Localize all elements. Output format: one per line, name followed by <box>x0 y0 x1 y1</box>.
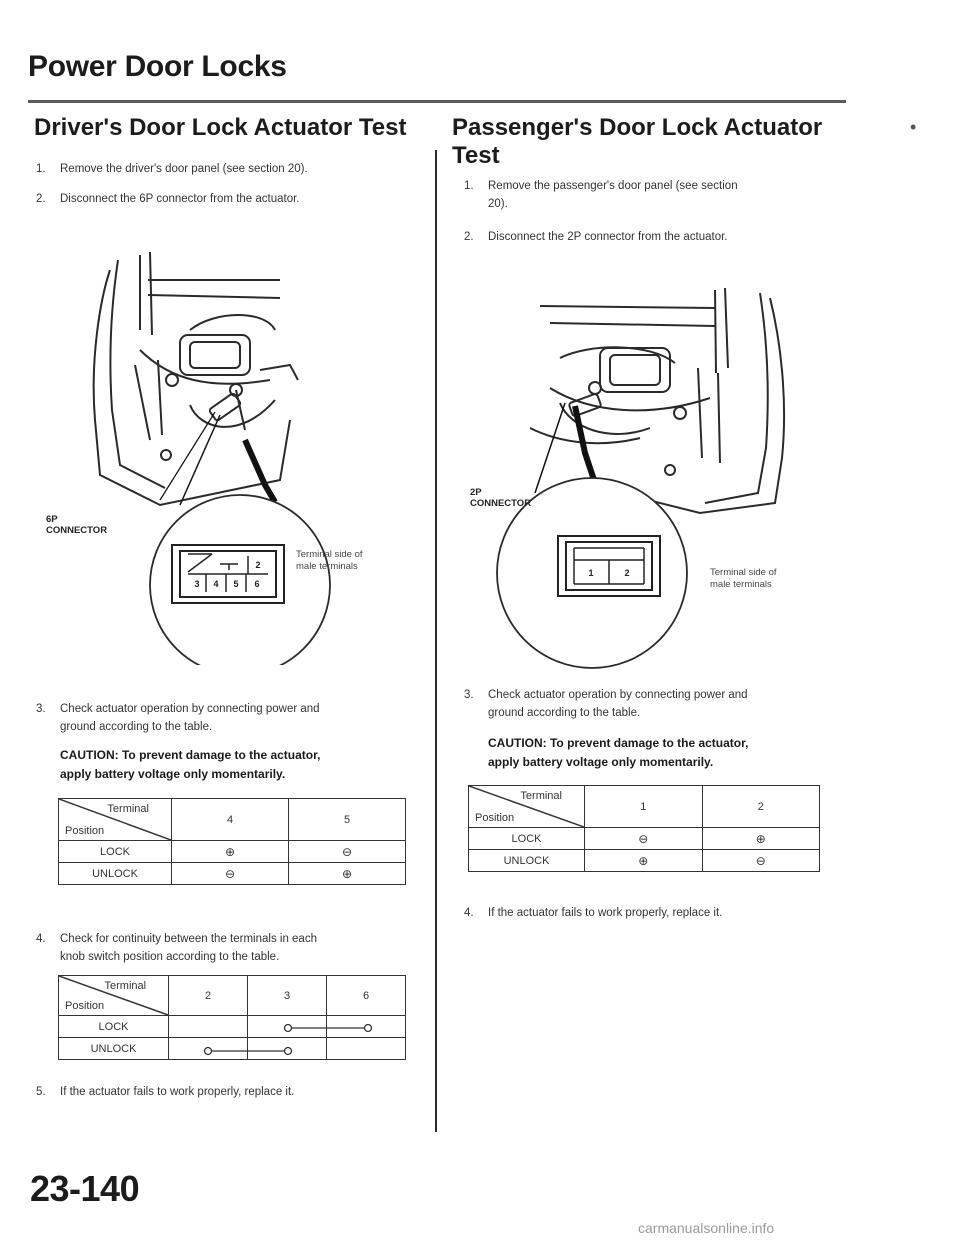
step-number: 5. <box>36 1086 46 1098</box>
cell-value: ⊕ <box>585 850 703 872</box>
driver-door-illustration <box>40 240 420 665</box>
terminal-side-note: Terminal side of male terminals <box>296 549 363 572</box>
continuity-node <box>365 1025 372 1032</box>
passenger-caution: CAUTION: To prevent damage to the actuator, apply battery voltage only momentarily. <box>488 736 749 769</box>
margin-mark: • <box>910 117 917 137</box>
continuity-node <box>285 1048 292 1055</box>
column-header: 6 <box>327 976 406 1016</box>
step-text: Check actuator operation by connecting power and <box>488 689 748 701</box>
passenger-operation-table <box>468 785 820 872</box>
pin-label: 6 <box>254 579 260 589</box>
step-text: Check for continuity between the terminals in each <box>60 933 317 945</box>
column-header: 5 <box>289 799 406 841</box>
step-number: 3. <box>36 703 46 715</box>
passenger-step-1 <box>464 177 844 213</box>
passenger-door-illustration <box>470 278 830 673</box>
row-label: UNLOCK <box>469 850 585 872</box>
passenger-step-3 <box>464 686 849 722</box>
step-text: Remove the passenger's door panel (see section <box>488 180 738 192</box>
connector-label: 2P CONNECTOR <box>470 487 532 509</box>
pin-label: 3 <box>194 579 200 589</box>
table-row <box>469 828 820 850</box>
column-header: 2 <box>702 786 820 828</box>
step-text: If the actuator fails to work properly, replace it. <box>488 907 723 919</box>
step-text-cont: knob switch position according to the table. <box>60 951 280 963</box>
table-row <box>59 863 406 885</box>
driver-operation-table <box>58 798 406 885</box>
row-label: UNLOCK <box>59 863 172 885</box>
table-corner-header: Terminal Position <box>59 799 172 841</box>
column-divider <box>435 150 437 1132</box>
step-number: 2. <box>36 193 46 205</box>
row-label: LOCK <box>59 841 172 863</box>
step-number: 4. <box>36 933 46 945</box>
driver-step-1 <box>36 160 416 178</box>
cell-value: ⊕ <box>289 863 406 885</box>
pin-label: 1 <box>588 568 594 578</box>
connector-label: 6P CONNECTOR <box>46 514 108 536</box>
step-text-cont: ground according to the table. <box>488 707 641 719</box>
pin-label: 2 <box>624 568 630 578</box>
step-number: 1. <box>36 163 46 175</box>
cell-value: ⊖ <box>172 863 289 885</box>
continuity-node <box>285 1025 292 1032</box>
step-text: Disconnect the 6P connector from the actuator. <box>60 193 300 205</box>
step-number: 2. <box>464 231 474 243</box>
table-corner-header: Terminal Position <box>469 786 585 828</box>
driver-caution: CAUTION: To prevent damage to the actuator, apply battery voltage only momentarily. <box>60 748 321 781</box>
page-title: Power Door Locks <box>28 50 287 83</box>
driver-step-2 <box>36 190 416 208</box>
column-header: 3 <box>248 976 327 1016</box>
passenger-section-title: Passenger's Door Lock Actuator Test <box>452 114 823 169</box>
table-corner-header: Terminal Position <box>59 976 169 1016</box>
table-row <box>59 841 406 863</box>
step-text: If the actuator fails to work properly, replace it. <box>60 1086 295 1098</box>
driver-step-3 <box>36 700 421 736</box>
watermark: carmanualsonline.info <box>638 1220 775 1236</box>
pin-label: 2 <box>255 560 261 570</box>
row-label: LOCK <box>469 828 585 850</box>
passenger-step-4 <box>464 904 849 922</box>
row-label: LOCK <box>59 1016 169 1038</box>
cell-value: ⊕ <box>172 841 289 863</box>
passenger-step-2 <box>464 228 844 246</box>
cell-value: ⊖ <box>289 841 406 863</box>
pin-label: 4 <box>213 579 219 589</box>
step-text-cont: 20). <box>488 198 508 210</box>
driver-section-title: Driver's Door Lock Actuator Test <box>34 114 407 141</box>
row-label: UNLOCK <box>59 1038 169 1060</box>
step-number: 4. <box>464 907 474 919</box>
step-number: 1. <box>464 180 474 192</box>
cell-value: ⊖ <box>702 850 820 872</box>
cell-value: ⊕ <box>702 828 820 850</box>
column-header: 4 <box>172 799 289 841</box>
title-rule <box>28 100 846 103</box>
step-text: Remove the driver's door panel (see section 20). <box>60 163 308 175</box>
terminal-side-note: Terminal side of male terminals <box>710 567 777 590</box>
continuity-links <box>58 975 406 1065</box>
column-header: 2 <box>169 976 248 1016</box>
continuity-node <box>205 1048 212 1055</box>
column-header: 1 <box>585 786 703 828</box>
page-number: 23-140 <box>30 1168 140 1209</box>
cell-value: ⊖ <box>585 828 703 850</box>
step-text: Check actuator operation by connecting power and <box>60 703 320 715</box>
driver-step-4 <box>36 930 421 966</box>
table-row <box>469 850 820 872</box>
step-text-cont: ground according to the table. <box>60 721 213 733</box>
step-text: Disconnect the 2P connector from the actuator. <box>488 231 728 243</box>
pin-label: 5 <box>233 579 239 589</box>
driver-step-5 <box>36 1083 421 1101</box>
step-number: 3. <box>464 689 474 701</box>
